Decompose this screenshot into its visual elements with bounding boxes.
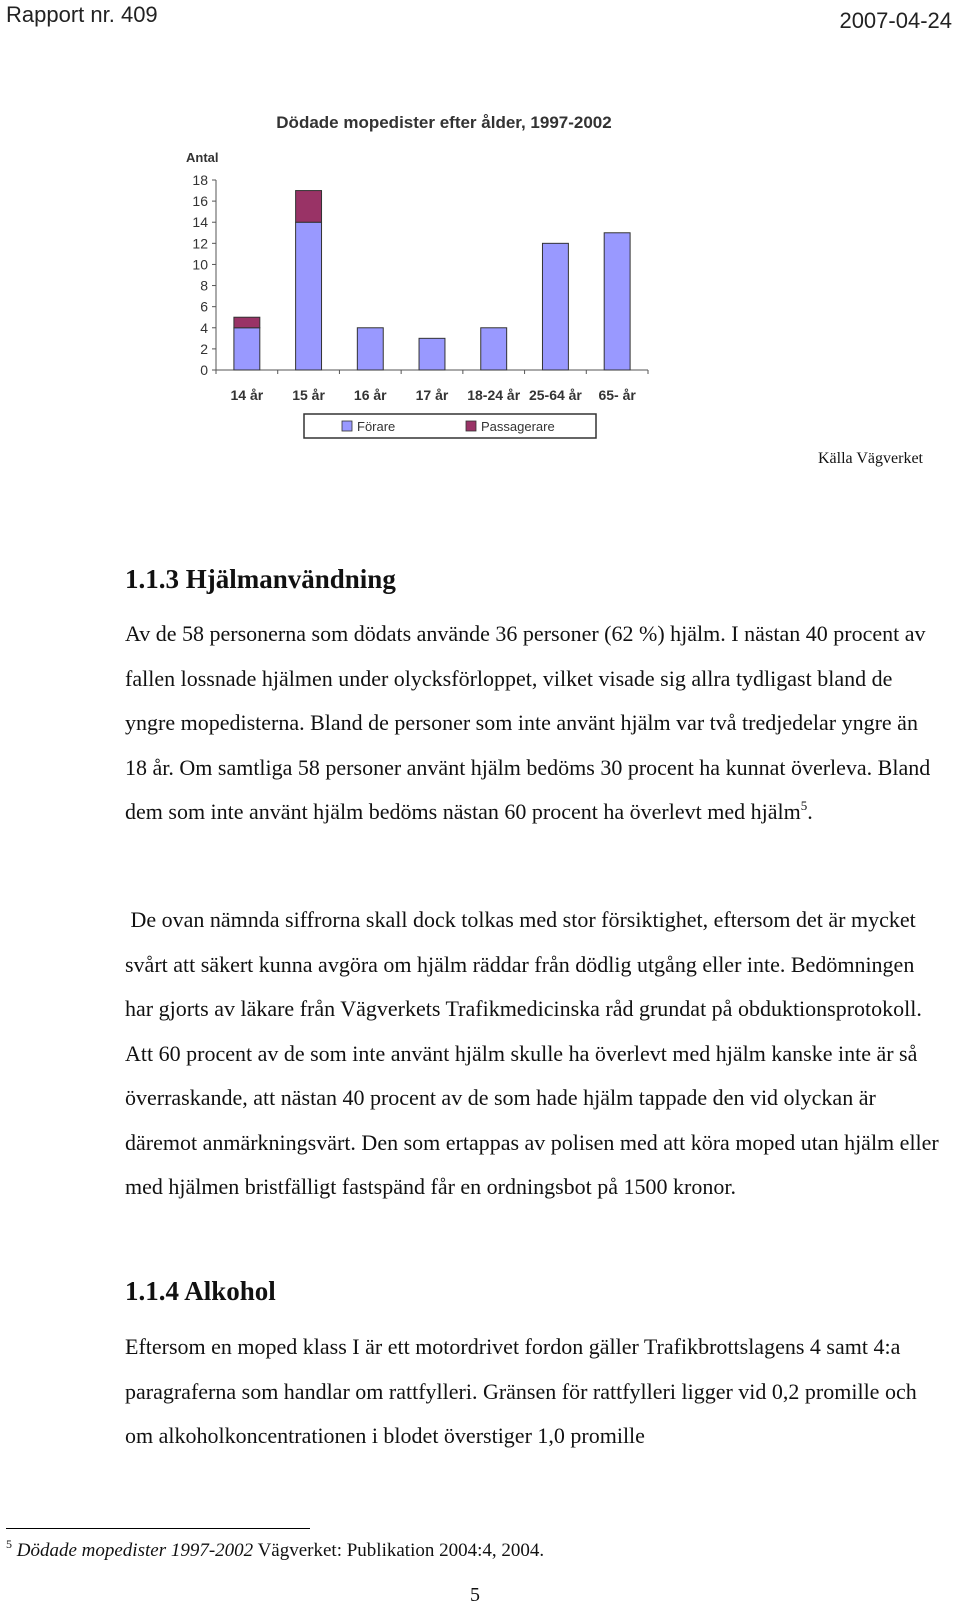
paragraph-tail: .	[807, 799, 813, 824]
y-tick-label: 14	[192, 214, 208, 231]
header-date: 2007-04-24	[839, 8, 952, 33]
legend-label: Förare	[357, 419, 396, 434]
chart-legend	[304, 414, 596, 438]
y-tick-label: 4	[200, 319, 208, 336]
x-tick-label: 17 år	[415, 387, 449, 403]
bar-förare	[542, 243, 568, 370]
chart-marks	[192, 172, 648, 403]
header-report-number: Rapport nr. 409	[6, 2, 158, 27]
section-heading-alcohol: 1.1.4 Alkohol	[125, 1276, 276, 1306]
y-tick-label: 2	[200, 340, 208, 357]
footnote-divider	[6, 1528, 310, 1529]
section-heading-helmet: 1.1.3 Hjälmanvändning	[125, 564, 396, 594]
chart-svg	[180, 100, 660, 452]
legend-swatch	[466, 421, 476, 431]
legend-swatch	[342, 421, 352, 431]
bar-passagerare	[234, 317, 260, 328]
bar-passagerare	[296, 191, 322, 223]
x-tick-label: 15 år	[292, 387, 325, 403]
x-tick-label: 16 år	[353, 387, 387, 403]
chart-title: Dödade mopedister efter ålder, 1997-2002	[276, 113, 612, 132]
bar-förare	[419, 338, 445, 370]
paragraph-helmet-2: De ovan nämnda siffrorna skall dock tolkas med stor försiktighet, eftersom det är mycket svårt att säkert kunna avgöra om hjälm räddar från dödlig utgång eller inte. Bedömningen har gjorts av läkare från Vägverkets Trafikmedicinska råd grundat på obduktionsprotokoll. Att 60 procent av de som inte använt hjälm skulle ha överlevt med hjälm kanske inte är så överraskande, att nästan 40 procent av de som hade hjälm tappade den vid olyckan är däremot anmärkningsvärt. Den som ertappas av polisen med att köra moped utan hjälm eller med hjälmen bristfälligt fastspänd får en ordningsbot på 1500 kronor.	[125, 907, 945, 1199]
y-tick-label: 8	[200, 277, 208, 294]
x-tick-label: 25-64 år	[528, 387, 582, 403]
bar-förare	[481, 328, 507, 370]
bar-förare	[234, 328, 260, 370]
bar-förare	[296, 222, 322, 370]
x-tick-label: 14 år	[230, 387, 264, 403]
y-tick-label: 18	[192, 172, 208, 188]
footnote	[6, 1537, 545, 1562]
chart-y-axis-label: Antal	[186, 150, 219, 165]
y-tick-label: 12	[192, 235, 208, 252]
y-tick-label: 16	[192, 193, 208, 210]
page-number: 5	[470, 1584, 480, 1606]
y-tick-label: 0	[200, 362, 208, 378]
x-tick-label: 18-24 år	[467, 387, 521, 403]
paragraph-text: Av de 58 personerna som dödats använde 36 personer (62 %) hjälm. I nästan 40 procent av fallen lossnade hjälmen under olycksförloppet, vilket visade sig allra tydligast bland de yngre mopedisterna. Bland de personer som inte använt hjälm var två tredjedelar yngre än 18 år. Om samtliga 58 personer använt hjälm bedöms 30 procent ha kunnat överleva. Bland dem som inte använt hjälm bedöms nästan 60 procent ha överlevt med hjälm	[125, 621, 931, 824]
paragraph-helmet-1	[125, 612, 945, 835]
footnote-number: 5	[6, 1537, 12, 1551]
legend-label: Passagerare	[481, 419, 555, 434]
footnote-rest: Vägverket: Publikation 2004:4, 2004.	[253, 1540, 545, 1561]
bar-förare	[357, 328, 383, 370]
x-tick-label: 65- år	[598, 387, 636, 403]
footnote-reference[interactable]: 5	[800, 798, 808, 813]
bar-chart	[180, 100, 660, 452]
paragraph-alcohol-1: Eftersom en moped klass I är ett motordrivet fordon gäller Trafikbrottslagens 4 samt 4:a paragraferna som handlar om rattfylleri. Gränsen för rattfylleri ligger vid 0,2 promille och om alkoholkoncentrationen i blodet överstiger 1,0 promille	[125, 1334, 917, 1448]
chart-source: Källa Vägverket	[818, 450, 923, 467]
footnote-title: Dödade mopedister 1997-2002	[16, 1540, 254, 1561]
bar-förare	[604, 233, 630, 370]
y-tick-label: 6	[200, 298, 208, 315]
y-tick-label: 10	[192, 256, 208, 273]
